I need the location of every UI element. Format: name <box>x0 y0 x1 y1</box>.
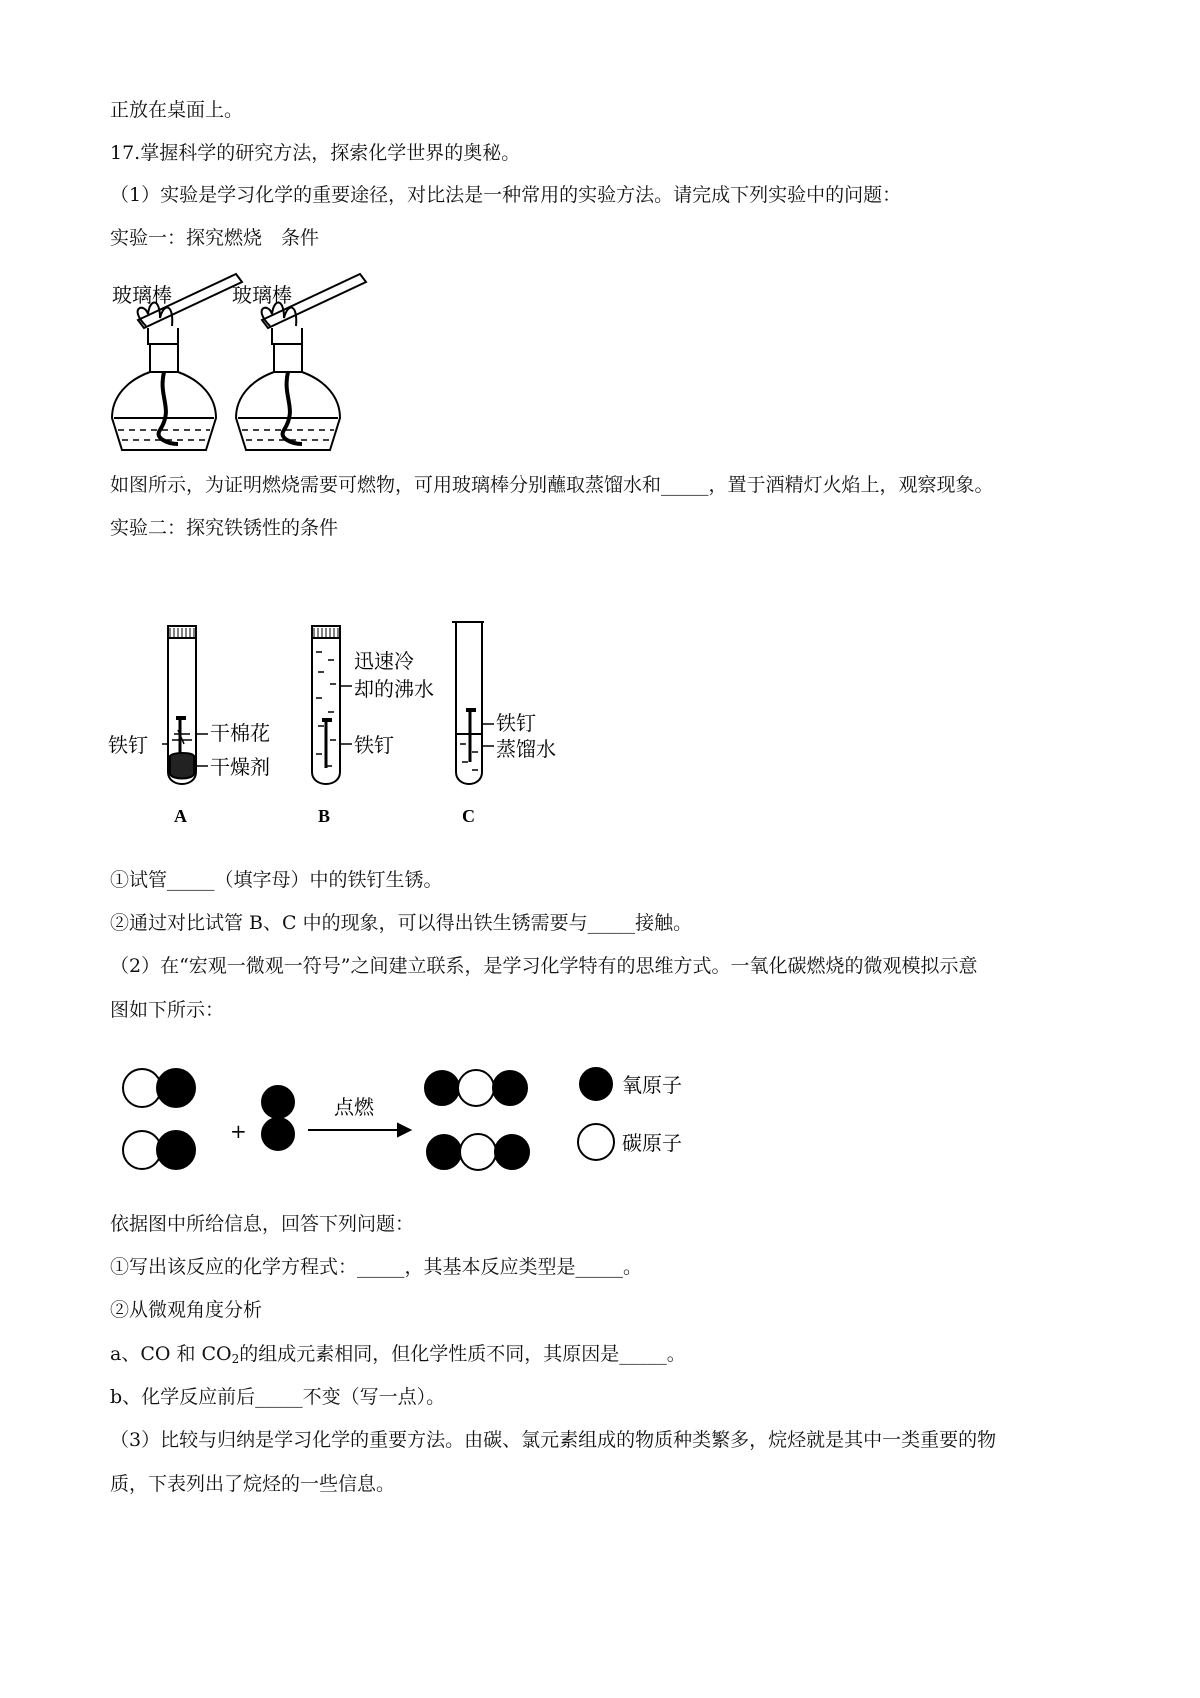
text-line: （3）比较与归纳是学习化学的重要方法。由碳、氯元素组成的物质种类繁多，烷烃就是其中一类重要的物 <box>110 1429 997 1451</box>
test-tube-a <box>162 626 208 784</box>
tube-a-cotton-label: 干棉花 <box>210 721 270 745</box>
co2-molecule <box>427 1134 529 1170</box>
o2-molecule <box>262 1086 294 1150</box>
tube-b-water-label-2: 却的沸水 <box>354 677 434 701</box>
text-line: ②通过对比试管 B、C 中的现象，可以得出铁生锈需要与_____接触。 <box>110 912 693 934</box>
tube-b-nail-label: 铁钉 <box>354 733 394 757</box>
experiment-heading: 实验二：探究铁锈性的条件 <box>110 517 339 539</box>
text-line: b、化学反应前后_____不变（写一点）。 <box>110 1386 446 1408</box>
text-line: ①试管_____（填字母）中的铁钉生锈。 <box>110 869 443 891</box>
text-line: （2）在“宏观一微观一符号”之间建立联系，是学习化学特有的思维方式。一氧化碳燃烧的微观模拟示意 <box>110 955 978 977</box>
glass-rod-label-right: 玻璃棒 <box>232 283 292 307</box>
test-tube-b <box>312 626 352 784</box>
tube-b-letter: B <box>318 806 331 826</box>
tube-a-letter: A <box>174 806 187 826</box>
text-segment: 的组成元素相同，但化学性质不同，其原因是_____。 <box>239 1343 686 1365</box>
co2-molecule <box>425 1070 527 1106</box>
plus-sign: + <box>230 1119 247 1143</box>
text-line: （1）实验是学习化学的重要途径，对比法是一种常用的实验方法。请完成下列实验中的问题： <box>110 184 902 206</box>
text-line: 图如下所示： <box>110 999 225 1021</box>
co-combustion-figure <box>108 1058 748 1184</box>
alcohol-lamp-figure <box>108 268 408 458</box>
text-line: ①写出该反应的化学方程式：_____，其基本反应类型是_____。 <box>110 1256 643 1278</box>
tube-c-water-label: 蒸馏水 <box>496 737 556 761</box>
carbon-atom-legend-icon <box>578 1124 614 1160</box>
tube-c-nail-label: 铁钉 <box>496 711 536 735</box>
co-molecule <box>123 1069 195 1107</box>
text-line: 如图所示，为证明燃烧需要可燃物，可用玻璃棒分别蘸取蒸馏水和_____，置于酒精灯火焰上，观察现象。 <box>110 474 994 496</box>
iron-rust-figure <box>108 616 628 828</box>
text-line: ②从微观角度分析 <box>110 1299 263 1321</box>
co-molecule <box>123 1131 195 1169</box>
oxygen-atom-legend-label: 氧原子 <box>622 1073 682 1097</box>
text-line: 依据图中所给信息，回答下列问题： <box>110 1213 415 1235</box>
experiment-heading: 实验一：探究燃烧 条件 <box>110 227 320 249</box>
subscript: 2 <box>231 1352 240 1366</box>
tube-c-letter: C <box>462 806 475 826</box>
text-segment: a、CO 和 CO <box>110 1343 232 1365</box>
question-title: 17.掌握科学的研究方法，探索化学世界的奥秘。 <box>110 142 521 164</box>
oxygen-atom-legend-icon <box>580 1068 612 1100</box>
test-tube-c <box>452 622 494 784</box>
glass-rod-label-left: 玻璃棒 <box>112 283 172 307</box>
tube-a-desiccant-label: 干燥剂 <box>210 755 270 779</box>
tube-b-water-label-1: 迅速冷 <box>354 649 414 673</box>
text-line: 正放在桌面上。 <box>110 99 244 121</box>
ignite-label: 点燃 <box>334 1095 374 1119</box>
text-line <box>110 1342 686 1371</box>
text-line: 质，下表列出了烷烃的一些信息。 <box>110 1473 396 1495</box>
tube-a-nail-label: 铁钉 <box>108 733 148 757</box>
carbon-atom-legend-label: 碳原子 <box>622 1131 682 1155</box>
